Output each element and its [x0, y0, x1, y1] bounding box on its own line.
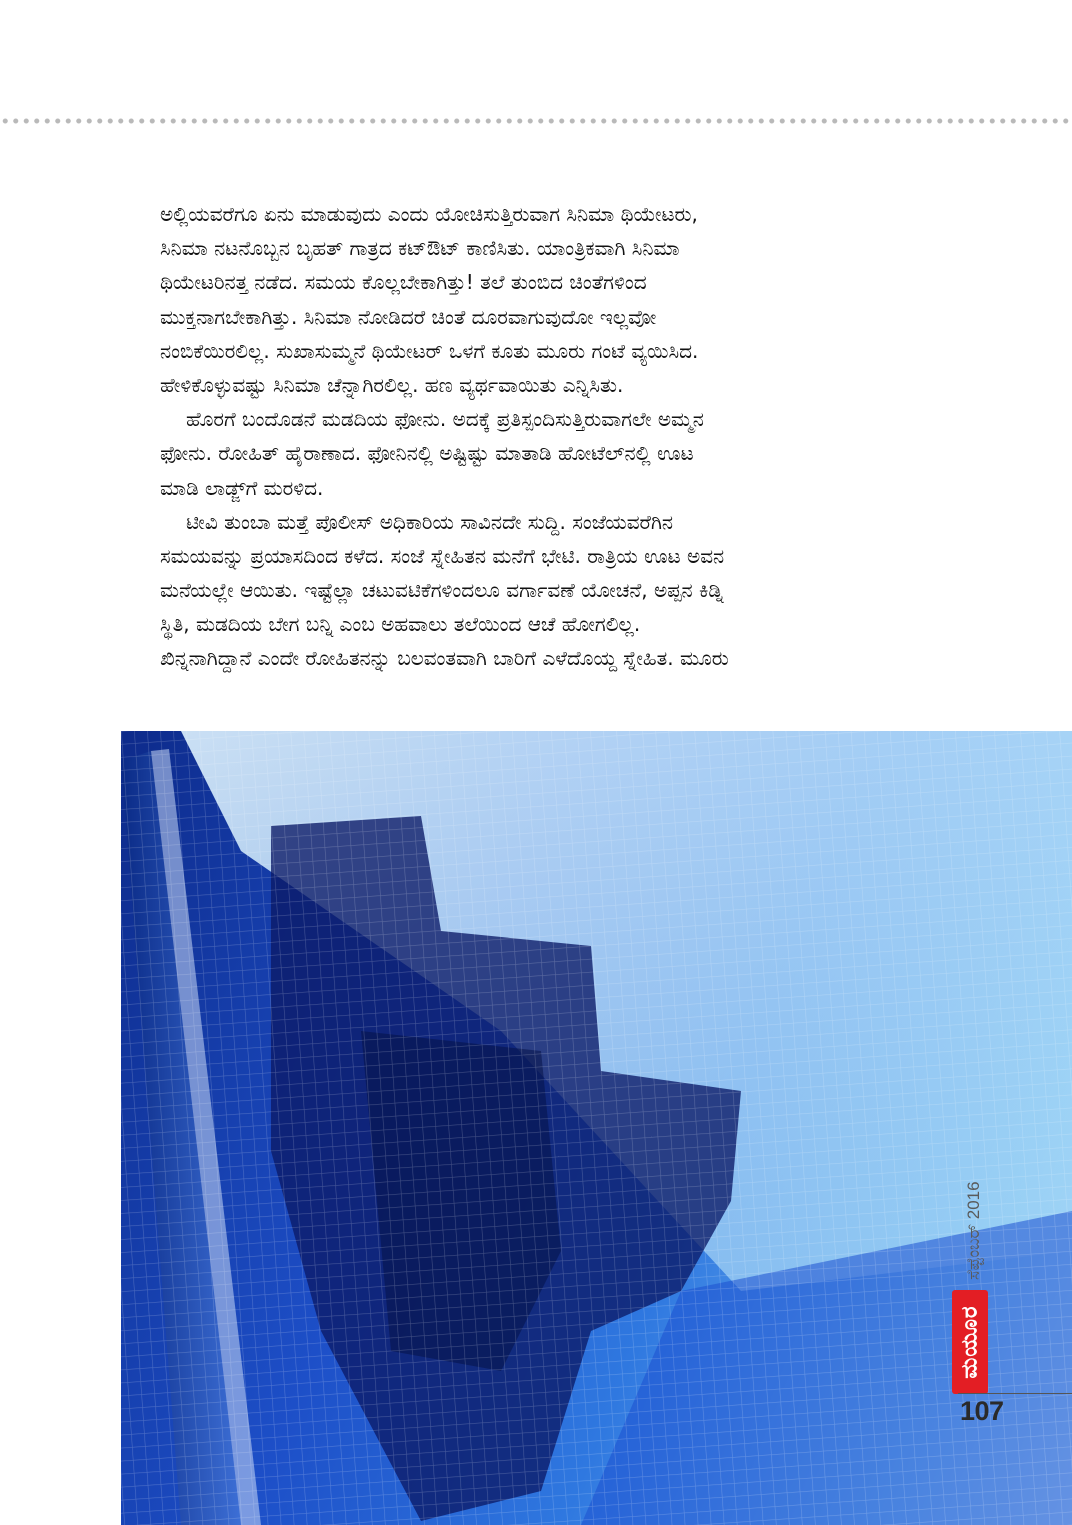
text-line: ಅಲ್ಲಿಯವರೆಗೂ ಏನು ಮಾಡುವುದು ಎಂದು ಯೋಚಿಸುತ್ತಿರುವಾಗ ಸಿನಿಮಾ ಥಿಯೇಟರು, [160, 202, 698, 226]
text-line: ಹೇಳಿಕೊಳ್ಳುವಷ್ಟು ಸಿನಿಮಾ ಚೆನ್ನಾಗಿರಲಿಲ್ಲ. ಹಣ ವ್ಯರ್ಥವಾಯಿತು ಎನ್ನಿಸಿತು. [160, 372, 624, 397]
text-line: ಸಿನಿಮಾ ನಟನೊಬ್ಬನ ಬೃಹತ್ ಗಾತ್ರದ ಕಟ್‌ಔಟ್ ಕಾಣಿಸಿತು. ಯಾಂತ್ರಿಕವಾಗಿ ಸಿನಿಮಾ [160, 236, 680, 261]
dotted-divider [0, 117, 1072, 125]
text-line: ಥಿಯೇಟರಿನತ್ತ ನಡೆದ. ಸಮಯ ಕೊಲ್ಲಬೇಕಾಗಿತ್ತು! ತಲೆ ತುಂಬಿದ ಚಿಂತೆಗಳಿಂದ [160, 270, 647, 295]
frosted-glass-photo [121, 731, 1072, 1525]
text-line: ನಂಬಿಕೆಯಿರಲಿಲ್ಲ. ಸುಖಾಸುಮ್ಮನೆ ಥಿಯೇಟರ್ ಒಳಗೆ ಕೂತು ಮೂರು ಗಂಟೆ ವ್ಯಯಿಸಿದ. [160, 338, 699, 363]
issue-date: ಸೆಪ್ಟೆಂಬರ್ 2016 [964, 1181, 983, 1280]
magazine-logo-text: ಮಯೂರ [957, 1305, 983, 1379]
text-line: ಮನೆಯಲ್ಲೇ ಆಯಿತು. ಇಷ್ಟೆಲ್ಲಾ ಚಟುವಟಿಕೆಗಳಿಂದಲೂ ವರ್ಗಾವಣೆ ಯೋಚನೆ, ಅಪ್ಪನ ಕಿಡ್ನಿ [160, 578, 724, 603]
article-text [160, 197, 920, 676]
text-line: ಟೀವಿ ತುಂಬಾ ಮತ್ತೆ ಪೊಲೀಸ್ ಅಧಿಕಾರಿಯ ಸಾವಿನದೇ ಸುದ್ದಿ. ಸಂಜೆಯವರೆಗಿನ [186, 509, 673, 534]
text-line: ಹೊರಗೆ ಬಂದೊಡನೆ ಮಡದಿಯ ಫೋನು. ಅದಕ್ಕೆ ಪ್ರತಿಸ್ಪಂದಿಸುತ್ತಿರುವಾಗಲೇ ಅಮ್ಮನ [186, 407, 704, 432]
text-line: ಫೋನು. ರೋಹಿತ್ ಹೈರಾಣಾದ. ಫೋನಿನಲ್ಲಿ ಅಷ್ಟಿಷ್ಟು ಮಾತಾಡಿ ಹೋಟೆಲ್‌ನಲ್ಲಿ ಊಟ [160, 441, 694, 466]
text-line: ಸ್ಥಿತಿ, ಮಡದಿಯ ಬೇಗ ಬನ್ನಿ ಎಂಬ ಅಹವಾಲು ತಲೆಯಿಂದ ಆಚೆ ಹೋಗಲಿಲ್ಲ. [160, 612, 641, 637]
text-line: ಮುಕ್ತನಾಗಬೇಕಾಗಿತ್ತು. ಸಿನಿಮಾ ನೋಡಿದರೆ ಚಿಂತೆ ದೂರವಾಗುವುದೋ ಇಲ್ಲವೋ [160, 304, 657, 329]
photo-illustration [121, 731, 1072, 1525]
page-number: 107 [960, 1396, 1004, 1426]
text-line: ಸಮಯವನ್ನು ಪ್ರಯಾಸದಿಂದ ಕಳೆದ. ಸಂಜೆ ಸ್ನೇಹಿತನ ಮನೆಗೆ ಭೇಟಿ. ರಾತ್ರಿಯ ಊಟ ಅವನ [160, 543, 725, 568]
magazine-logo [952, 1290, 988, 1394]
folio-rule [958, 1393, 1072, 1394]
text-line: ಮಾಡಿ ಲಾಡ್ಜ್‌ಗೆ ಮರಳಿದ. [160, 475, 324, 500]
text-line: ಖಿನ್ನನಾಗಿದ್ದಾನೆ ಎಂದೇ ರೋಹಿತನನ್ನು ಬಲವಂತವಾಗಿ ಬಾರಿಗೆ ಎಳೆದೊಯ್ದ ಸ್ನೇಹಿತ. ಮೂರು [160, 646, 729, 671]
